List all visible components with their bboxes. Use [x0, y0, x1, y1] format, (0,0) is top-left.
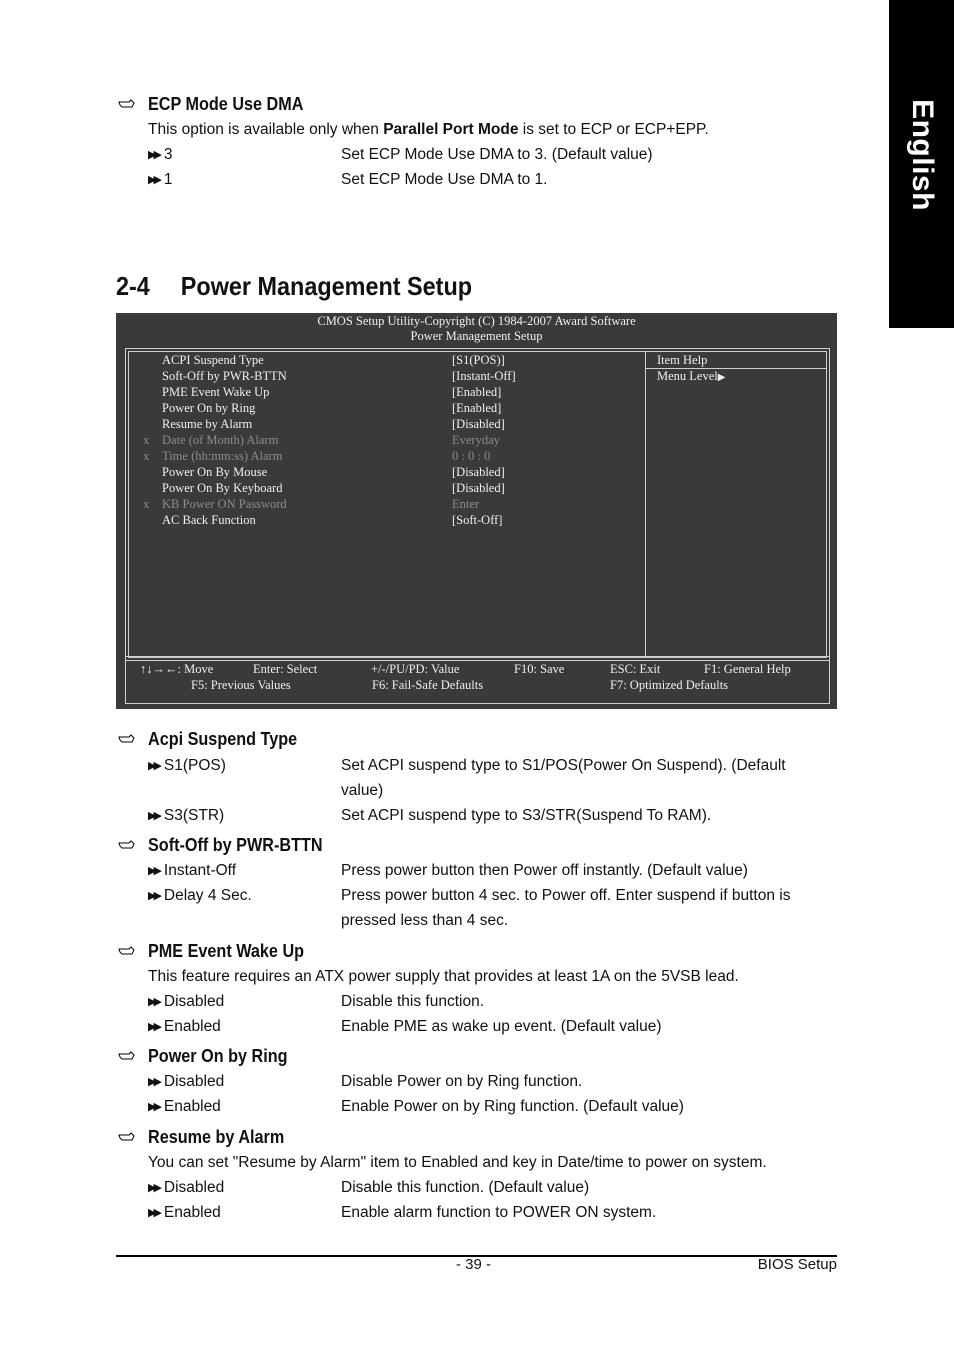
- bios-item-name: Power On by Ring: [162, 401, 256, 415]
- footer-failsafe: F6: Fail-Safe Defaults: [372, 678, 484, 692]
- double-arrow-icon: ▶▶: [148, 865, 159, 877]
- bios-item-name: AC Back Function: [162, 513, 256, 527]
- option-desc: Enable alarm function to POWER ON system.: [341, 1204, 657, 1221]
- alarm-title: Resume by Alarm: [148, 1127, 285, 1147]
- option-desc: Disable this function. (Default value): [341, 1179, 590, 1196]
- ecp-description: [148, 121, 709, 139]
- bios-inner-frame: [128, 351, 827, 658]
- pme-description: This feature requires an ATX power supply that provides at least 1A on the 5VSB lead.: [148, 968, 739, 985]
- option-key-label: Disabled: [163, 993, 225, 1010]
- pointing-hand-icon: [118, 1132, 136, 1142]
- bios-item-name: ACPI Suspend Type: [162, 353, 264, 367]
- ecp-desc-post: is set to ECP or ECP+EPP.: [518, 121, 709, 138]
- double-arrow-icon: ▶▶: [148, 149, 159, 161]
- section-title: Power Management Setup: [180, 271, 473, 301]
- footer-enter: Enter: Select: [253, 662, 318, 676]
- option-desc: Disable this function.: [341, 993, 485, 1010]
- option-desc: Set ACPI suspend type to S3/STR(Suspend To RAM).: [341, 807, 712, 824]
- option-desc-cont: pressed less than 4 sec.: [341, 912, 509, 929]
- option-key: [148, 1018, 221, 1036]
- option-key-label: S1(POS): [163, 757, 226, 774]
- pme-title: PME Event Wake Up: [148, 941, 305, 961]
- bios-item-name: PME Event Wake Up: [162, 385, 270, 399]
- ecp-desc-bold: Parallel Port Mode: [383, 121, 519, 138]
- footer-esc: ESC: Exit: [610, 662, 661, 676]
- option-desc: Disable Power on by Ring function.: [341, 1073, 583, 1090]
- footer-save: F10: Save: [514, 662, 565, 676]
- option-desc-cont: value): [341, 782, 384, 799]
- pointing-hand-icon: [118, 734, 136, 744]
- softoff-title: Soft-Off by PWR-BTTN: [148, 835, 323, 855]
- bios-item-value[interactable]: [Soft-Off]: [452, 513, 503, 527]
- bios-header-page: Power Management Setup: [410, 329, 543, 343]
- pointing-hand-icon: [118, 840, 136, 850]
- ecp-desc-pre: This option is available only when: [148, 121, 384, 138]
- option-key-label: Disabled: [163, 1073, 225, 1090]
- disabled-marker: x: [143, 449, 150, 463]
- option-key: [148, 146, 173, 164]
- bios-item-value[interactable]: [Disabled]: [452, 417, 505, 431]
- page-number: - 39 -: [456, 1256, 492, 1273]
- double-arrow-icon: ▶▶: [148, 810, 159, 822]
- bios-item-name: Power On By Keyboard: [162, 481, 283, 495]
- option-key-label: Enabled: [163, 1204, 221, 1221]
- double-arrow-icon: ▶▶: [148, 760, 159, 772]
- footer-optimized: F7: Optimized Defaults: [610, 678, 729, 692]
- option-key: [148, 807, 224, 825]
- language-tab-label: English: [905, 99, 939, 211]
- bios-item-value[interactable]: [Disabled]: [452, 481, 505, 495]
- bios-item-value: Everyday: [452, 433, 500, 447]
- bios-item-name: Resume by Alarm: [162, 417, 253, 431]
- bios-item-name: Time (hh:mm:ss) Alarm: [162, 449, 283, 463]
- section-heading: [116, 271, 472, 302]
- section-number: 2-4: [116, 271, 150, 301]
- item-help-label: Item Help: [657, 353, 708, 367]
- right-triangle-icon: ▶: [717, 372, 726, 383]
- option-desc: Set ECP Mode Use DMA to 1.: [341, 171, 548, 188]
- option-key: [148, 1073, 224, 1091]
- option-key: [148, 1098, 221, 1116]
- double-arrow-icon: ▶▶: [148, 996, 159, 1008]
- pointing-hand-icon: [118, 99, 136, 109]
- footer-chapter: BIOS Setup: [757, 1256, 837, 1273]
- option-key: [148, 1204, 221, 1222]
- option-desc: Press power button then Power off instantly. (Default value): [341, 862, 748, 879]
- bios-item-value[interactable]: [Disabled]: [452, 465, 505, 479]
- bios-item-value[interactable]: [Enabled]: [452, 401, 502, 415]
- bios-main-panel: [125, 348, 830, 661]
- option-key: [148, 171, 173, 189]
- option-key-label: Disabled: [163, 1179, 225, 1196]
- disabled-marker: x: [143, 497, 150, 511]
- menu-level-label: Menu Level: [657, 369, 718, 383]
- bios-item-name: Soft-Off by PWR-BTTN: [162, 369, 287, 383]
- double-arrow-icon: ▶▶: [148, 1207, 159, 1219]
- option-key-label: 3: [163, 146, 173, 163]
- footer-move: ↑↓→←: Move: [140, 662, 214, 676]
- option-desc: Enable Power on by Ring function. (Default value): [341, 1098, 684, 1115]
- bios-item-value[interactable]: [Instant-Off]: [452, 369, 516, 383]
- footer-previous-values: F5: Previous Values: [191, 678, 291, 692]
- bios-item-value: Enter: [452, 497, 480, 511]
- option-key: [148, 862, 236, 880]
- bios-item-value[interactable]: [Enabled]: [452, 385, 502, 399]
- menu-level: [657, 369, 725, 384]
- double-arrow-icon: ▶▶: [148, 1021, 159, 1033]
- bios-item-name: Date (of Month) Alarm: [162, 433, 279, 447]
- acpi-title: Acpi Suspend Type: [148, 729, 298, 749]
- bios-panel-divider: [645, 352, 646, 657]
- option-desc: Enable PME as wake up event. (Default value): [341, 1018, 662, 1035]
- bios-footer-panel: [125, 656, 830, 704]
- bios-screenshot: [116, 313, 837, 709]
- option-key-label: Enabled: [163, 1098, 221, 1115]
- bios-item-value[interactable]: [S1(POS)]: [452, 353, 505, 367]
- bios-item-value: 0 : 0 : 0: [452, 449, 491, 463]
- option-desc: Set ECP Mode Use DMA to 3. (Default value): [341, 146, 653, 163]
- option-key-label: Enabled: [163, 1018, 221, 1035]
- option-key-label: 1: [163, 171, 173, 188]
- ring-title: Power On by Ring: [148, 1046, 288, 1066]
- language-tab: [889, 0, 954, 328]
- double-arrow-icon: ▶▶: [148, 1182, 159, 1194]
- option-key: [148, 1179, 224, 1197]
- option-key: [148, 993, 224, 1011]
- option-key: [148, 887, 252, 905]
- bios-header-copyright: CMOS Setup Utility-Copyright (C) 1984-2007 Award Software: [317, 314, 636, 328]
- disabled-marker: x: [143, 433, 150, 447]
- option-key: [148, 757, 226, 775]
- double-arrow-icon: ▶▶: [148, 890, 159, 902]
- double-arrow-icon: ▶▶: [148, 174, 159, 186]
- bios-item-name: Power On By Mouse: [162, 465, 268, 479]
- option-key-label: Instant-Off: [163, 862, 237, 879]
- option-key-label: Delay 4 Sec.: [163, 887, 252, 904]
- pointing-hand-icon: [118, 1051, 136, 1061]
- pointing-hand-icon: [118, 946, 136, 956]
- ecp-title: ECP Mode Use DMA: [148, 94, 304, 114]
- option-key-label: S3(STR): [163, 807, 225, 824]
- double-arrow-icon: ▶▶: [148, 1076, 159, 1088]
- footer-help: F1: General Help: [704, 662, 791, 676]
- alarm-description: You can set "Resume by Alarm" item to Enabled and key in Date/time to power on system.: [148, 1154, 767, 1171]
- double-arrow-icon: ▶▶: [148, 1101, 159, 1113]
- bios-item-name: KB Power ON Password: [162, 497, 287, 511]
- option-desc: Press power button 4 sec. to Power off. Enter suspend if button is: [341, 887, 791, 904]
- footer-value: +/-/PU/PD: Value: [371, 662, 460, 676]
- option-desc: Set ACPI suspend type to S1/POS(Power On Suspend). (Default: [341, 757, 786, 774]
